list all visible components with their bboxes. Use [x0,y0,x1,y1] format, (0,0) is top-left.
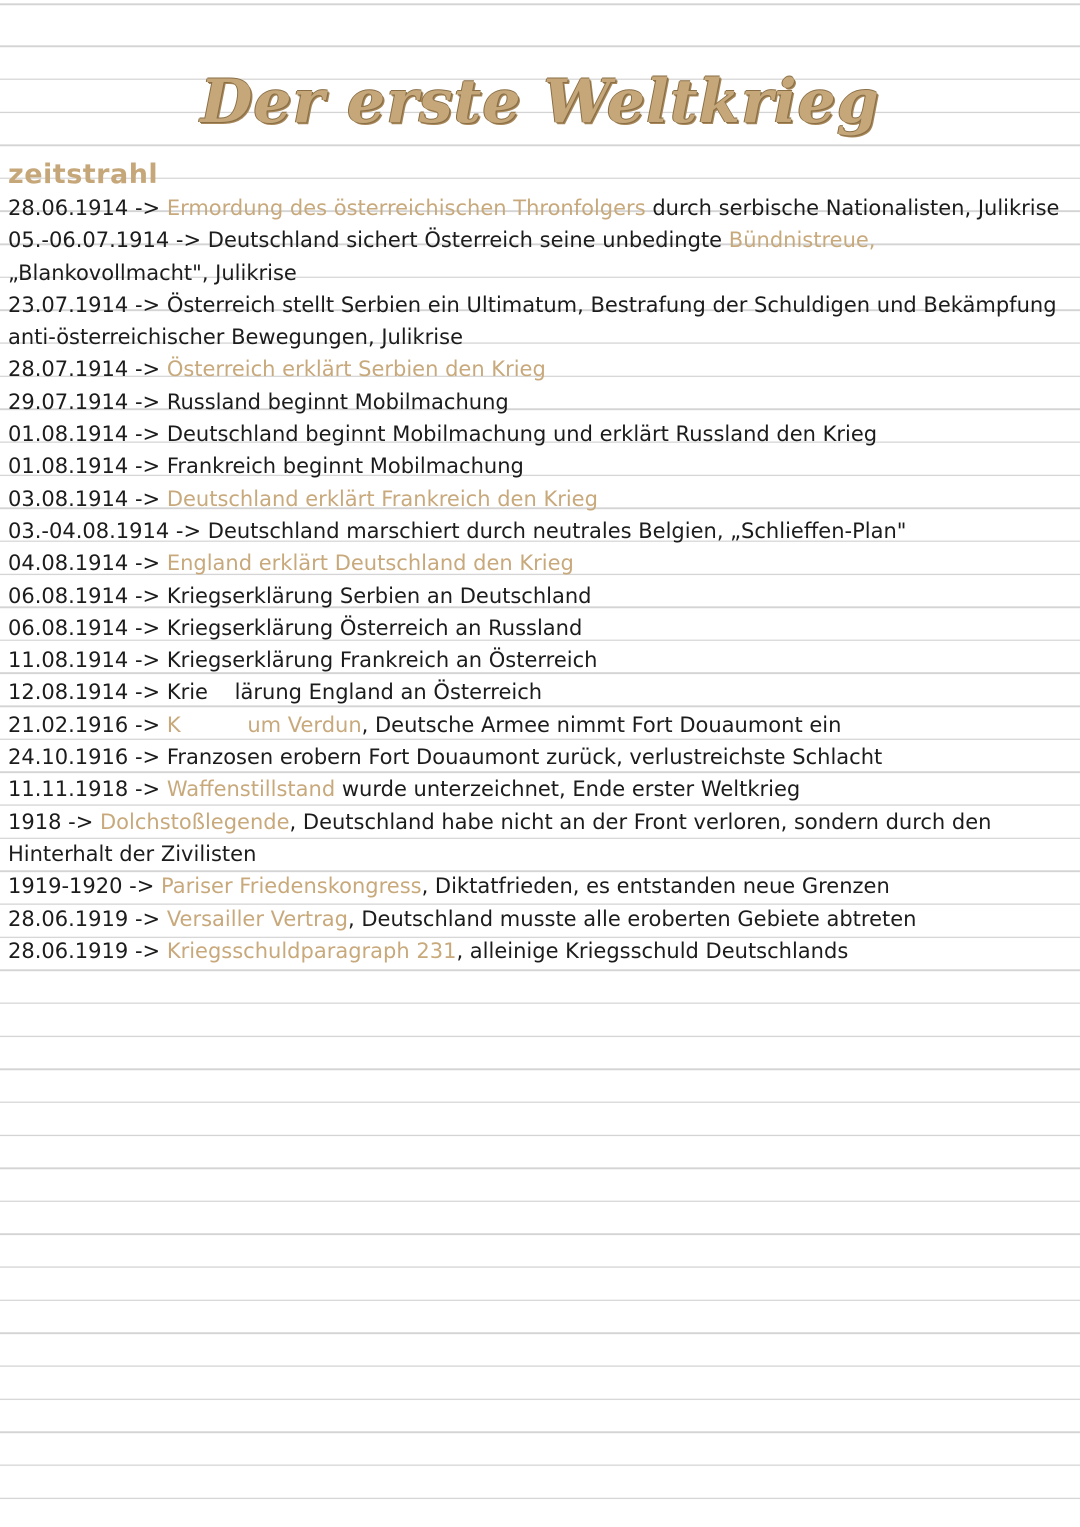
entry-highlight: K um Verdun [166,712,362,737]
arrow-icon: -> [134,615,161,640]
entry-date: 01.08.1914 [8,422,129,447]
arrow-icon: -> [68,809,94,834]
timeline-entry [8,741,1072,773]
timeline-entry [8,547,1072,579]
entry-text: Kriegserklärung Frankreich an Österreich [166,648,598,673]
timeline-entry [8,612,1072,644]
arrow-icon: -> [175,228,202,253]
entry-date: 23.07.1914 [8,292,129,317]
timeline-entry [8,580,1072,612]
timeline-entry [8,870,1072,902]
timeline-entry [8,806,1072,871]
entry-date: 28.06.1919 [8,938,129,963]
entry-highlight: Deutschland erklärt Frankreich den Krieg [166,486,598,511]
timeline-entry [8,709,1072,741]
entry-date: 11.08.1914 [8,648,129,673]
arrow-icon: -> [134,196,161,220]
entry-text: Österreich stellt Serbien ein Ultimatum, Bestrafung der Schuldigen und Bekämpfung anti-österreichischer Bewegungen, Julikrise [8,292,1057,350]
entry-text: , Diktatfrieden, es entstanden neue Grenzen [421,874,890,899]
entry-text: Kriegserklärung Österreich an Russland [166,615,583,640]
entry-highlight: Ermordung des österreichischen Thronfolgers [166,196,646,220]
timeline-entry [8,903,1072,935]
entry-date: 06.08.1914 [8,583,129,608]
entry-text: wurde unterzeichnet, Ende erster Weltkrieg [341,777,801,802]
entry-highlight: Kriegsschuldparagraph 231 [166,938,457,963]
timeline-entry [8,644,1072,676]
arrow-icon: -> [134,551,161,576]
timeline-entry [8,676,1072,708]
entry-date: 01.08.1914 [8,454,129,479]
entry-highlight: Pariser Friedenskongress [161,874,422,899]
entry-highlight: Bündnistreue, [728,228,876,253]
arrow-icon: -> [175,518,202,543]
page-title: Der erste Weltkrieg [200,67,880,137]
entry-text: , Deutschland habe nicht an der Front verloren, sondern durch den Hinterhalt der Zivilisten [8,809,992,866]
entry-text: Krie lärung England an Österreich [166,680,543,705]
entry-date: 11.11.1918 [8,777,129,802]
entry-date: 28.06.1919 [8,906,129,931]
arrow-icon: -> [134,745,161,770]
entry-text: Deutschland sichert Österreich seine unbedingte [207,228,723,253]
timeline-entry [8,386,1072,418]
timeline-list [8,192,1072,967]
entry-date: 04.08.1914 [8,551,129,576]
arrow-icon: -> [134,422,161,447]
arrow-icon: -> [134,454,161,479]
arrow-icon: -> [134,680,161,705]
arrow-icon: -> [134,486,161,511]
timeline-entry [8,224,1072,289]
entry-date: 03.-04.08.1914 [8,518,170,543]
entry-highlight: Österreich erklärt Serbien den Krieg [166,357,546,382]
entry-text: Franzosen erobern Fort Douaumont zurück, verlustreichste Schlacht [166,745,883,770]
arrow-icon: -> [134,357,161,382]
entry-date: 21.02.1916 [8,712,129,737]
timeline-entry [8,935,1072,967]
timeline-entry [8,418,1072,450]
entry-text: Frankreich beginnt Mobilmachung [166,454,524,479]
entry-date: 28.07.1914 [8,357,129,382]
entry-text-end: „Blankovollmacht", Julikrise [8,260,297,285]
timeline-entry [8,515,1072,547]
section-heading: zeitstrahl [8,159,159,190]
timeline-entry [8,450,1072,482]
entry-date: 29.07.1914 [8,389,129,414]
entry-date: 1918 [8,809,62,834]
entry-date: 28.06.1914 [8,196,129,220]
arrow-icon: -> [129,874,155,899]
entry-highlight: Versailler Vertrag [166,906,348,931]
timeline-entry [8,289,1072,354]
arrow-icon: -> [134,583,161,608]
arrow-icon: -> [134,712,161,737]
entry-text: , Deutsche Armee nimmt Fort Douaumont ein [361,712,842,737]
arrow-icon: -> [134,777,161,802]
timeline-entry [8,773,1072,805]
timeline-entry [8,353,1072,385]
entry-date: 05.-06.07.1914 [8,228,170,253]
entry-text: Deutschland beginnt Mobilmachung und erklärt Russland den Krieg [166,422,878,447]
entry-text: Russland beginnt Mobilmachung [166,389,509,414]
entry-text: durch serbische Nationalisten, Julikrise [652,196,1060,220]
timeline-entry [8,483,1072,515]
entry-text: , alleinige Kriegsschuld Deutschlands [456,938,849,963]
entry-highlight: Waffenstillstand [166,777,336,802]
entry-text: , Deutschland musste alle eroberten Gebiete abtreten [348,906,917,931]
entry-highlight: Dolchstoßlegende [100,809,290,834]
entry-date: 12.08.1914 [8,680,129,705]
entry-date: 24.10.1916 [8,745,129,770]
entry-text: Kriegserklärung Serbien an Deutschland [166,583,592,608]
arrow-icon: -> [134,648,161,673]
arrow-icon: -> [134,938,161,963]
entry-date: 03.08.1914 [8,486,129,511]
arrow-icon: -> [134,906,161,931]
entry-date: 06.08.1914 [8,615,129,640]
entry-text: Deutschland marschiert durch neutrales Belgien, „Schlieffen-Plan" [207,518,907,543]
entry-highlight: England erklärt Deutschland den Krieg [166,551,574,576]
timeline-entry [8,192,1072,224]
arrow-icon: -> [134,292,161,317]
entry-date: 1919-1920 [8,874,123,899]
arrow-icon: -> [134,389,161,414]
